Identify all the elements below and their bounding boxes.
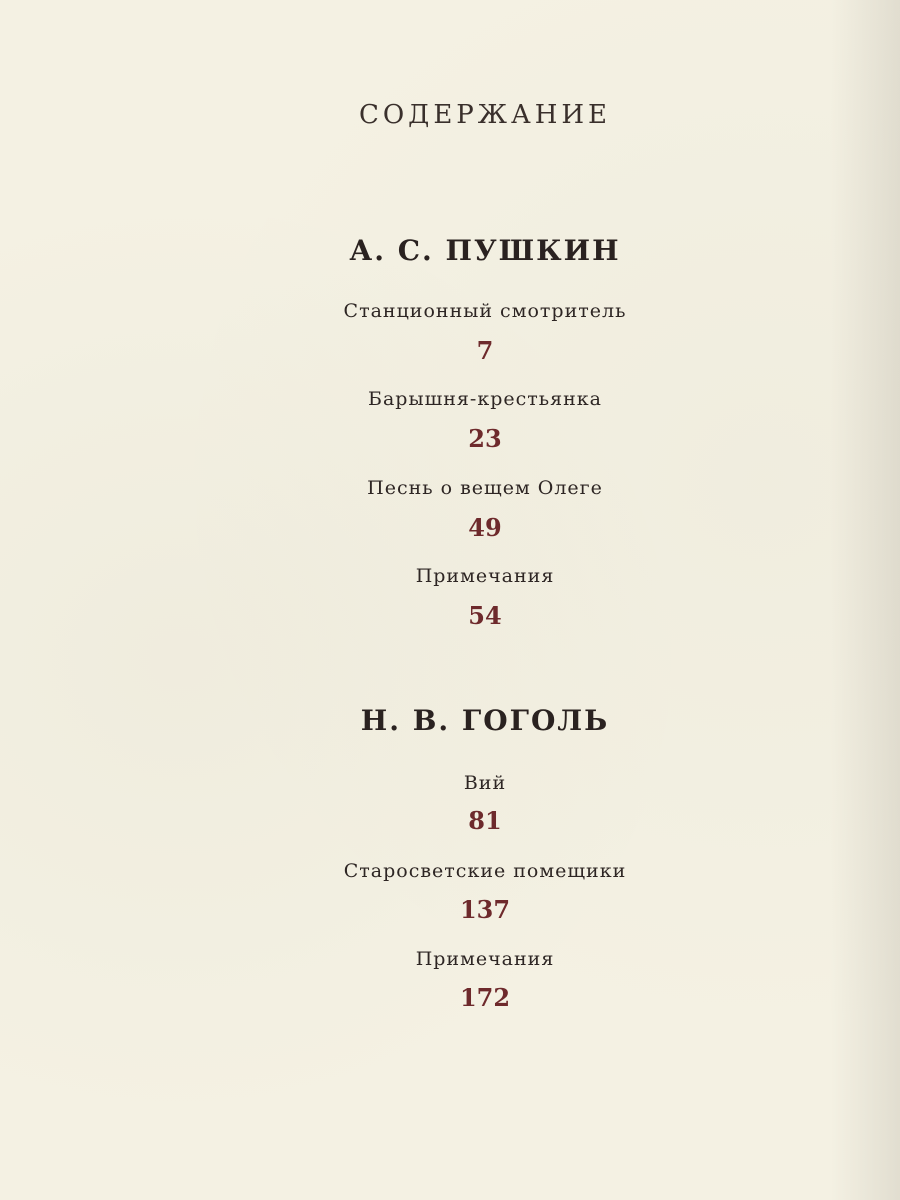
toc-title: СОДЕРЖАНИЕ — [358, 100, 612, 130]
author-gogol: Н. В. ГОГОЛЬ — [360, 704, 610, 737]
entry-page-number: 54 — [468, 601, 502, 630]
author-pushkin: А. С. ПУШКИН — [349, 234, 621, 267]
entry-title: Станционный смотритель — [343, 300, 627, 322]
entry-title: Вий — [463, 772, 507, 794]
entry-title: Песнь о вещем Олеге — [367, 477, 603, 499]
entry-page-number: 137 — [459, 895, 511, 924]
entry-title: Примечания — [415, 565, 555, 587]
entry-page-number: 23 — [468, 424, 502, 453]
entry-page-number: 49 — [468, 513, 502, 542]
entry-page-number: 81 — [468, 806, 502, 835]
entry-page-number: 172 — [459, 983, 511, 1012]
entry-title: Примечания — [415, 948, 555, 970]
entry-title: Старосветские помещики — [343, 860, 627, 882]
entry-page-number: 7 — [476, 336, 494, 365]
entry-title: Барышня-крестьянка — [368, 388, 602, 410]
